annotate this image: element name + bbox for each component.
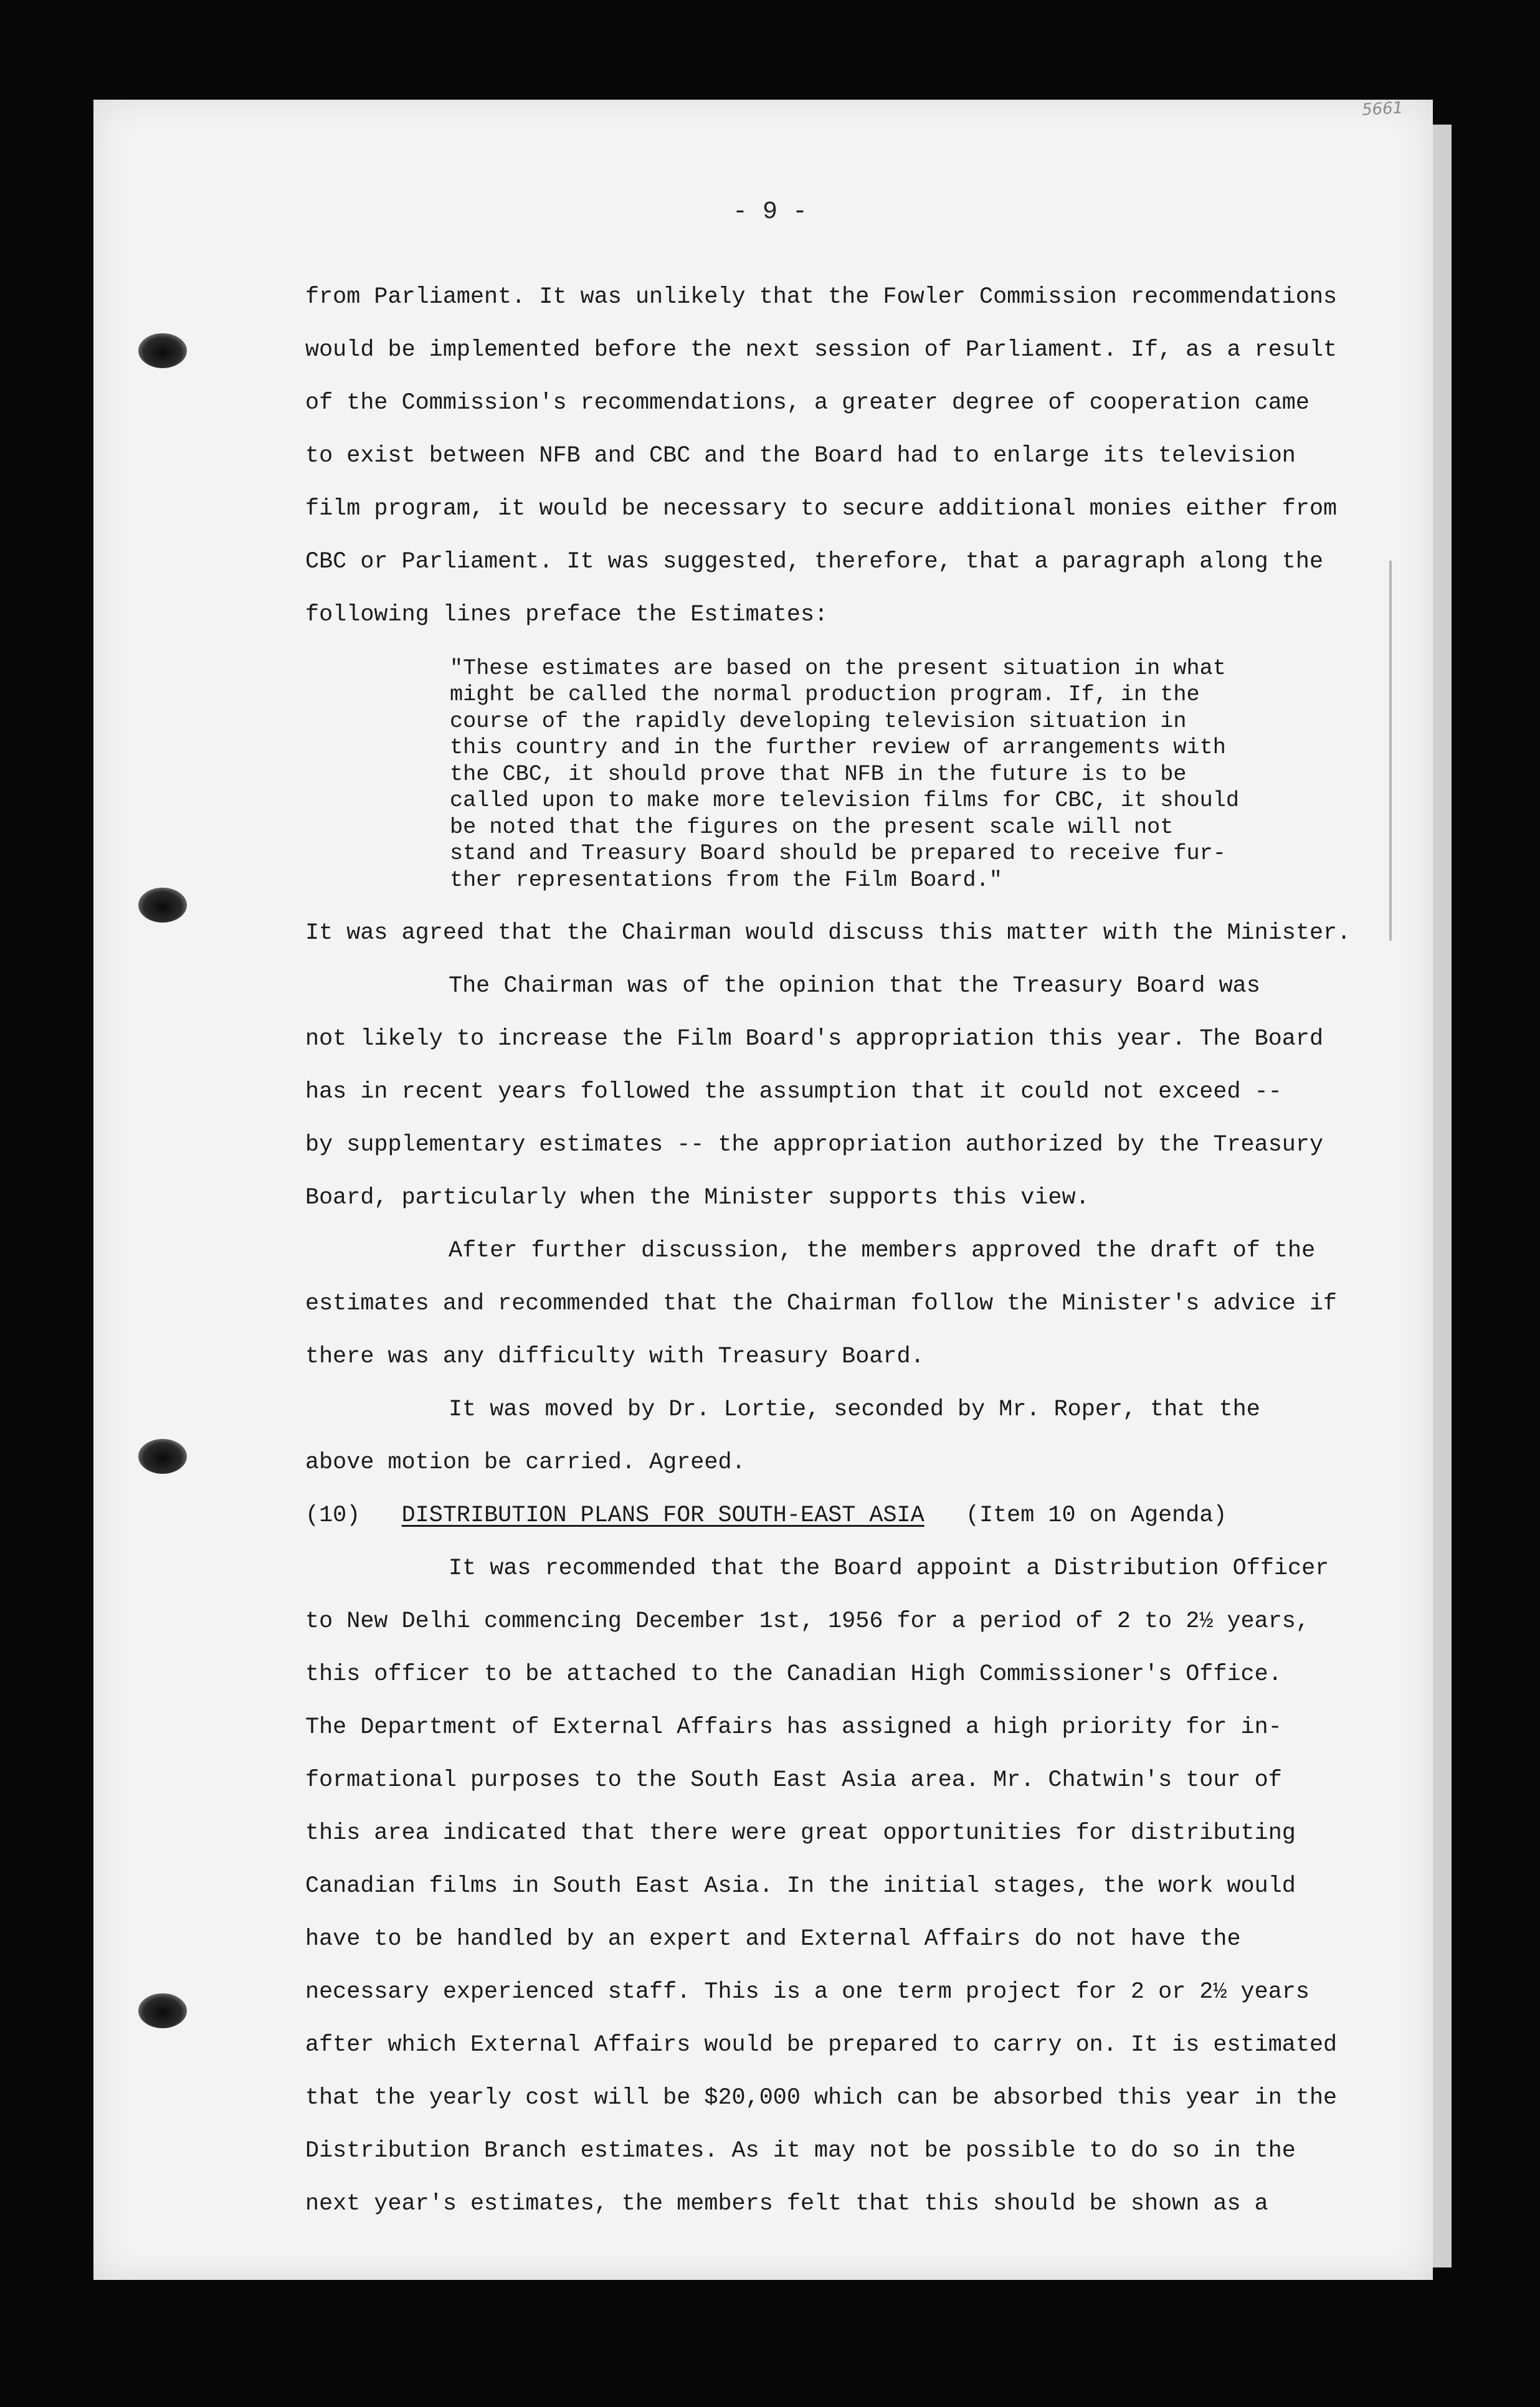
text-line: have to be handled by an expert and External Affairs do not have the xyxy=(305,1926,1241,1952)
punch-hole xyxy=(138,888,187,923)
text-line: next year's estimates, the members felt that this should be shown as a xyxy=(305,2191,1268,2217)
text-line: following lines preface the Estimates: xyxy=(305,602,829,628)
text-line: Distribution Branch estimates. As it may not be possible to do so in the xyxy=(305,2138,1296,2164)
text-line: The Department of External Affairs has assigned a high priority for in- xyxy=(305,1714,1282,1740)
text-line: that the yearly cost will be $20,000 which can be absorbed this year in the xyxy=(305,2085,1338,2111)
quote-line: might be called the normal production program. If, in the xyxy=(450,682,1200,707)
text-line: after which External Affairs would be prepared to carry on. It is estimated xyxy=(305,2032,1338,2058)
text-line: above motion be carried. Agreed. xyxy=(305,1450,746,1476)
text-line: It was recommended that the Board appoint a Distribution Officer xyxy=(449,1555,1329,1582)
text-line: necessary experienced staff. This is a one term project for 2 or 2½ years xyxy=(305,1979,1309,2005)
quote-line: the CBC, it should prove that NFB in the future is to be xyxy=(450,762,1187,787)
text-line: there was any difficulty with Treasury Board. xyxy=(305,1344,924,1370)
page-number: - 9 - xyxy=(732,198,808,226)
text-line: from Parliament. It was unlikely that the Fowler Commission recommendations xyxy=(305,284,1338,310)
text-line: Board, particularly when the Minister supports this view. xyxy=(305,1185,1090,1211)
text-line: not likely to increase the Film Board's appropriation this year. The Board xyxy=(305,1026,1324,1052)
text-line: The Chairman was of the opinion that the Treasury Board was xyxy=(449,973,1260,999)
text-line: estimates and recommended that the Chairman follow the Minister's advice if xyxy=(305,1291,1338,1317)
text-line: this officer to be attached to the Canadian High Commissioner's Office. xyxy=(305,1661,1282,1688)
punch-hole xyxy=(138,333,187,368)
quote-line: this country and in the further review of arrangements with xyxy=(450,735,1226,760)
margin-note: 5661 xyxy=(1361,98,1404,120)
text-line: formational purposes to the South East Asia area. Mr. Chatwin's tour of xyxy=(305,1767,1282,1793)
quote-line: ther representations from the Film Board." xyxy=(450,868,1002,893)
quote-line: "These estimates are based on the present situation in what xyxy=(450,656,1226,681)
margin-mark-line xyxy=(1389,561,1392,941)
text-line: by supplementary estimates -- the appropriation authorized by the Treasury xyxy=(305,1132,1324,1158)
quote-line: course of the rapidly developing television situation in xyxy=(450,709,1187,734)
quote-line: be noted that the figures on the present scale will not xyxy=(450,815,1174,840)
punch-hole xyxy=(138,1993,187,2028)
text-line: film program, it would be necessary to secure additional monies either from xyxy=(305,496,1338,522)
text-line: It was moved by Dr. Lortie, seconded by Mr. Roper, that the xyxy=(449,1397,1260,1423)
text-line: Canadian films in South East Asia. In the initial stages, the work would xyxy=(305,1873,1296,1899)
text-line: to New Delhi commencing December 1st, 1956 for a period of 2 to 2½ years, xyxy=(305,1608,1309,1635)
text-line: of the Commission's recommendations, a greater degree of cooperation came xyxy=(305,390,1309,416)
text-line: CBC or Parliament. It was suggested, therefore, that a paragraph along the xyxy=(305,549,1324,575)
quote-line: called upon to make more television films for CBC, it should xyxy=(450,788,1239,813)
text-line: After further discussion, the members approved the draft of the xyxy=(449,1238,1316,1264)
text-line: this area indicated that there were great opportunities for distributing xyxy=(305,1820,1296,1846)
text-line: has in recent years followed the assumption that it could not exceed -- xyxy=(305,1079,1282,1105)
text-line: would be implemented before the next session of Parliament. If, as a result xyxy=(305,337,1338,363)
text-line: to exist between NFB and CBC and the Board had to enlarge its television xyxy=(305,443,1296,469)
section-title: DISTRIBUTION PLANS FOR SOUTH-EAST ASIA xyxy=(401,1503,924,1529)
section-note: (Item 10 on Agenda) xyxy=(965,1503,1227,1529)
quote-line: stand and Treasury Board should be prepared to receive fur- xyxy=(450,841,1226,866)
punch-hole xyxy=(138,1439,187,1474)
section-heading xyxy=(305,1500,1352,1531)
text-line: It was agreed that the Chairman would discuss this matter with the Minister. xyxy=(305,920,1351,946)
section-number: (10) xyxy=(305,1503,361,1529)
